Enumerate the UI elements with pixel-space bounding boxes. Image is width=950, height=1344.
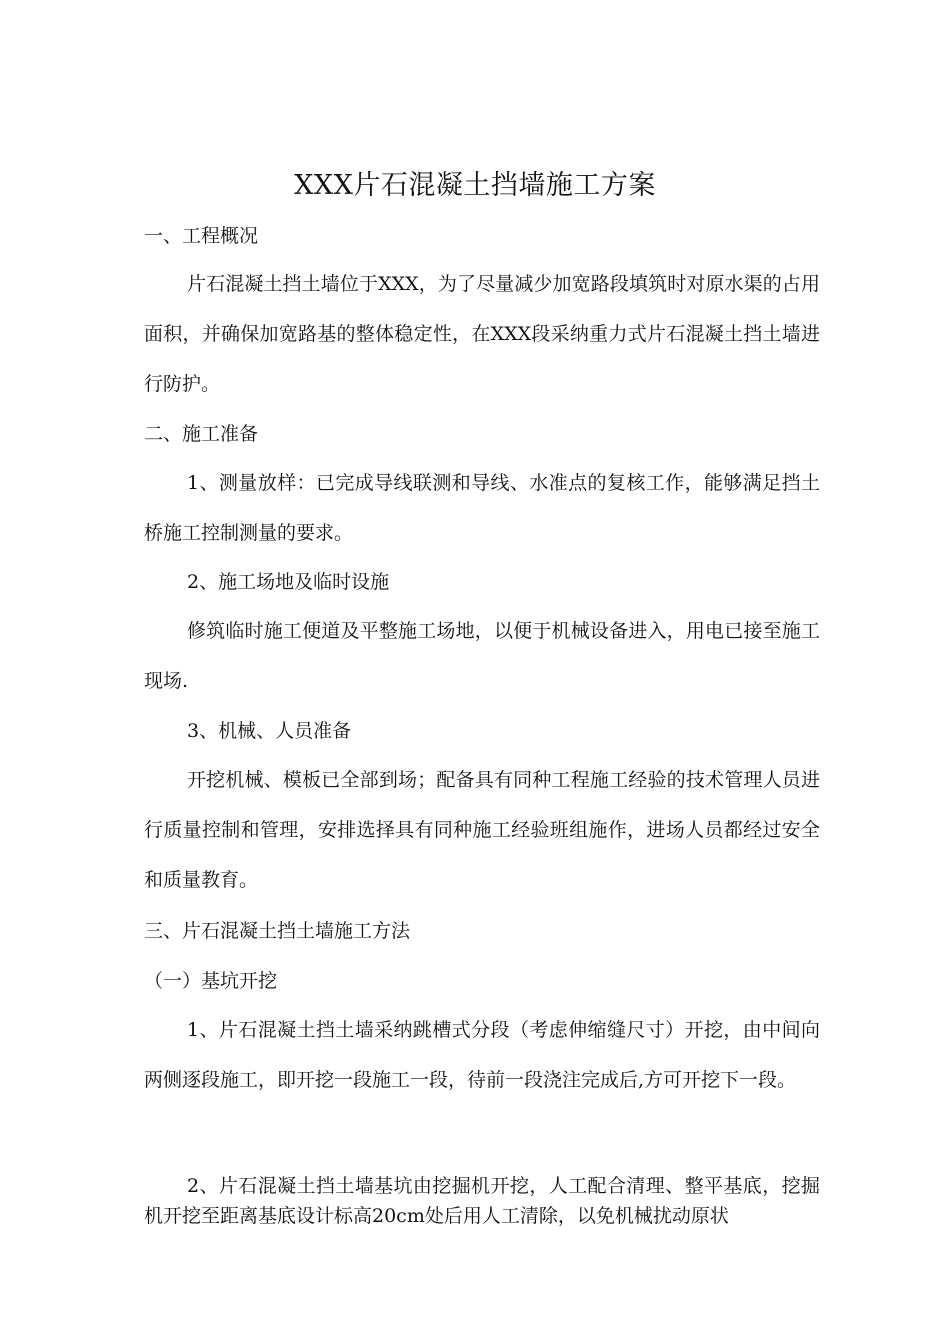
section-heading-overview: 一、工程概况	[144, 225, 259, 247]
subsection-heading-excavation: （一）基坑开挖	[144, 970, 278, 992]
site-facilities-heading: 2、施工场地及临时设施	[187, 571, 390, 593]
site-facilities-paragraph: 修筑临时施工便道及平整施工场地，以便于机械设备进入，用电已接至施工现场.	[144, 620, 820, 692]
excavation-paragraph-2: 2、片石混凝土挡土墙基坑由挖掘机开挖，人工配合清理、整平基底，挖掘机开挖至距离基底设计标高20cm处后用人工清除，以免机械扰动原状	[144, 1175, 820, 1227]
document-title: XXX片石混凝土挡墙施工方案	[294, 170, 656, 201]
excavation-paragraph-1: 1、片石混凝土挡土墙采纳跳槽式分段（考虑伸缩缝尺寸）开挖，由中间向两侧逐段施工，即开挖一段施工一段，待前一段浇注完成后,方可开挖下一段。	[144, 1019, 820, 1091]
section-heading-preparation: 二、施工准备	[144, 423, 259, 445]
section-heading-method: 三、片石混凝土挡土墙施工方法	[144, 920, 411, 942]
overview-paragraph: 片石混凝土挡土墙位于XXX，为了尽量减少加宽路段填筑时对原水渠的占用面积，并确保加宽路基的整体稳定性，在XXX段采纳重力式片石混凝土挡土墙进行防护。	[144, 273, 820, 395]
machinery-personnel-heading: 3、机械、人员准备	[187, 720, 352, 742]
machinery-personnel-paragraph: 开挖机械、模板已全部到场；配备具有同种工程施工经验的技术管理人员进行质量控制和管理，安排选择具有同种施工经验班组施作，进场人员都经过安全和质量教育。	[144, 769, 820, 891]
survey-paragraph: 1、测量放样：已完成导线联测和导线、水准点的复核工作，能够满足挡土桥施工控制测量的要求。	[144, 472, 820, 544]
